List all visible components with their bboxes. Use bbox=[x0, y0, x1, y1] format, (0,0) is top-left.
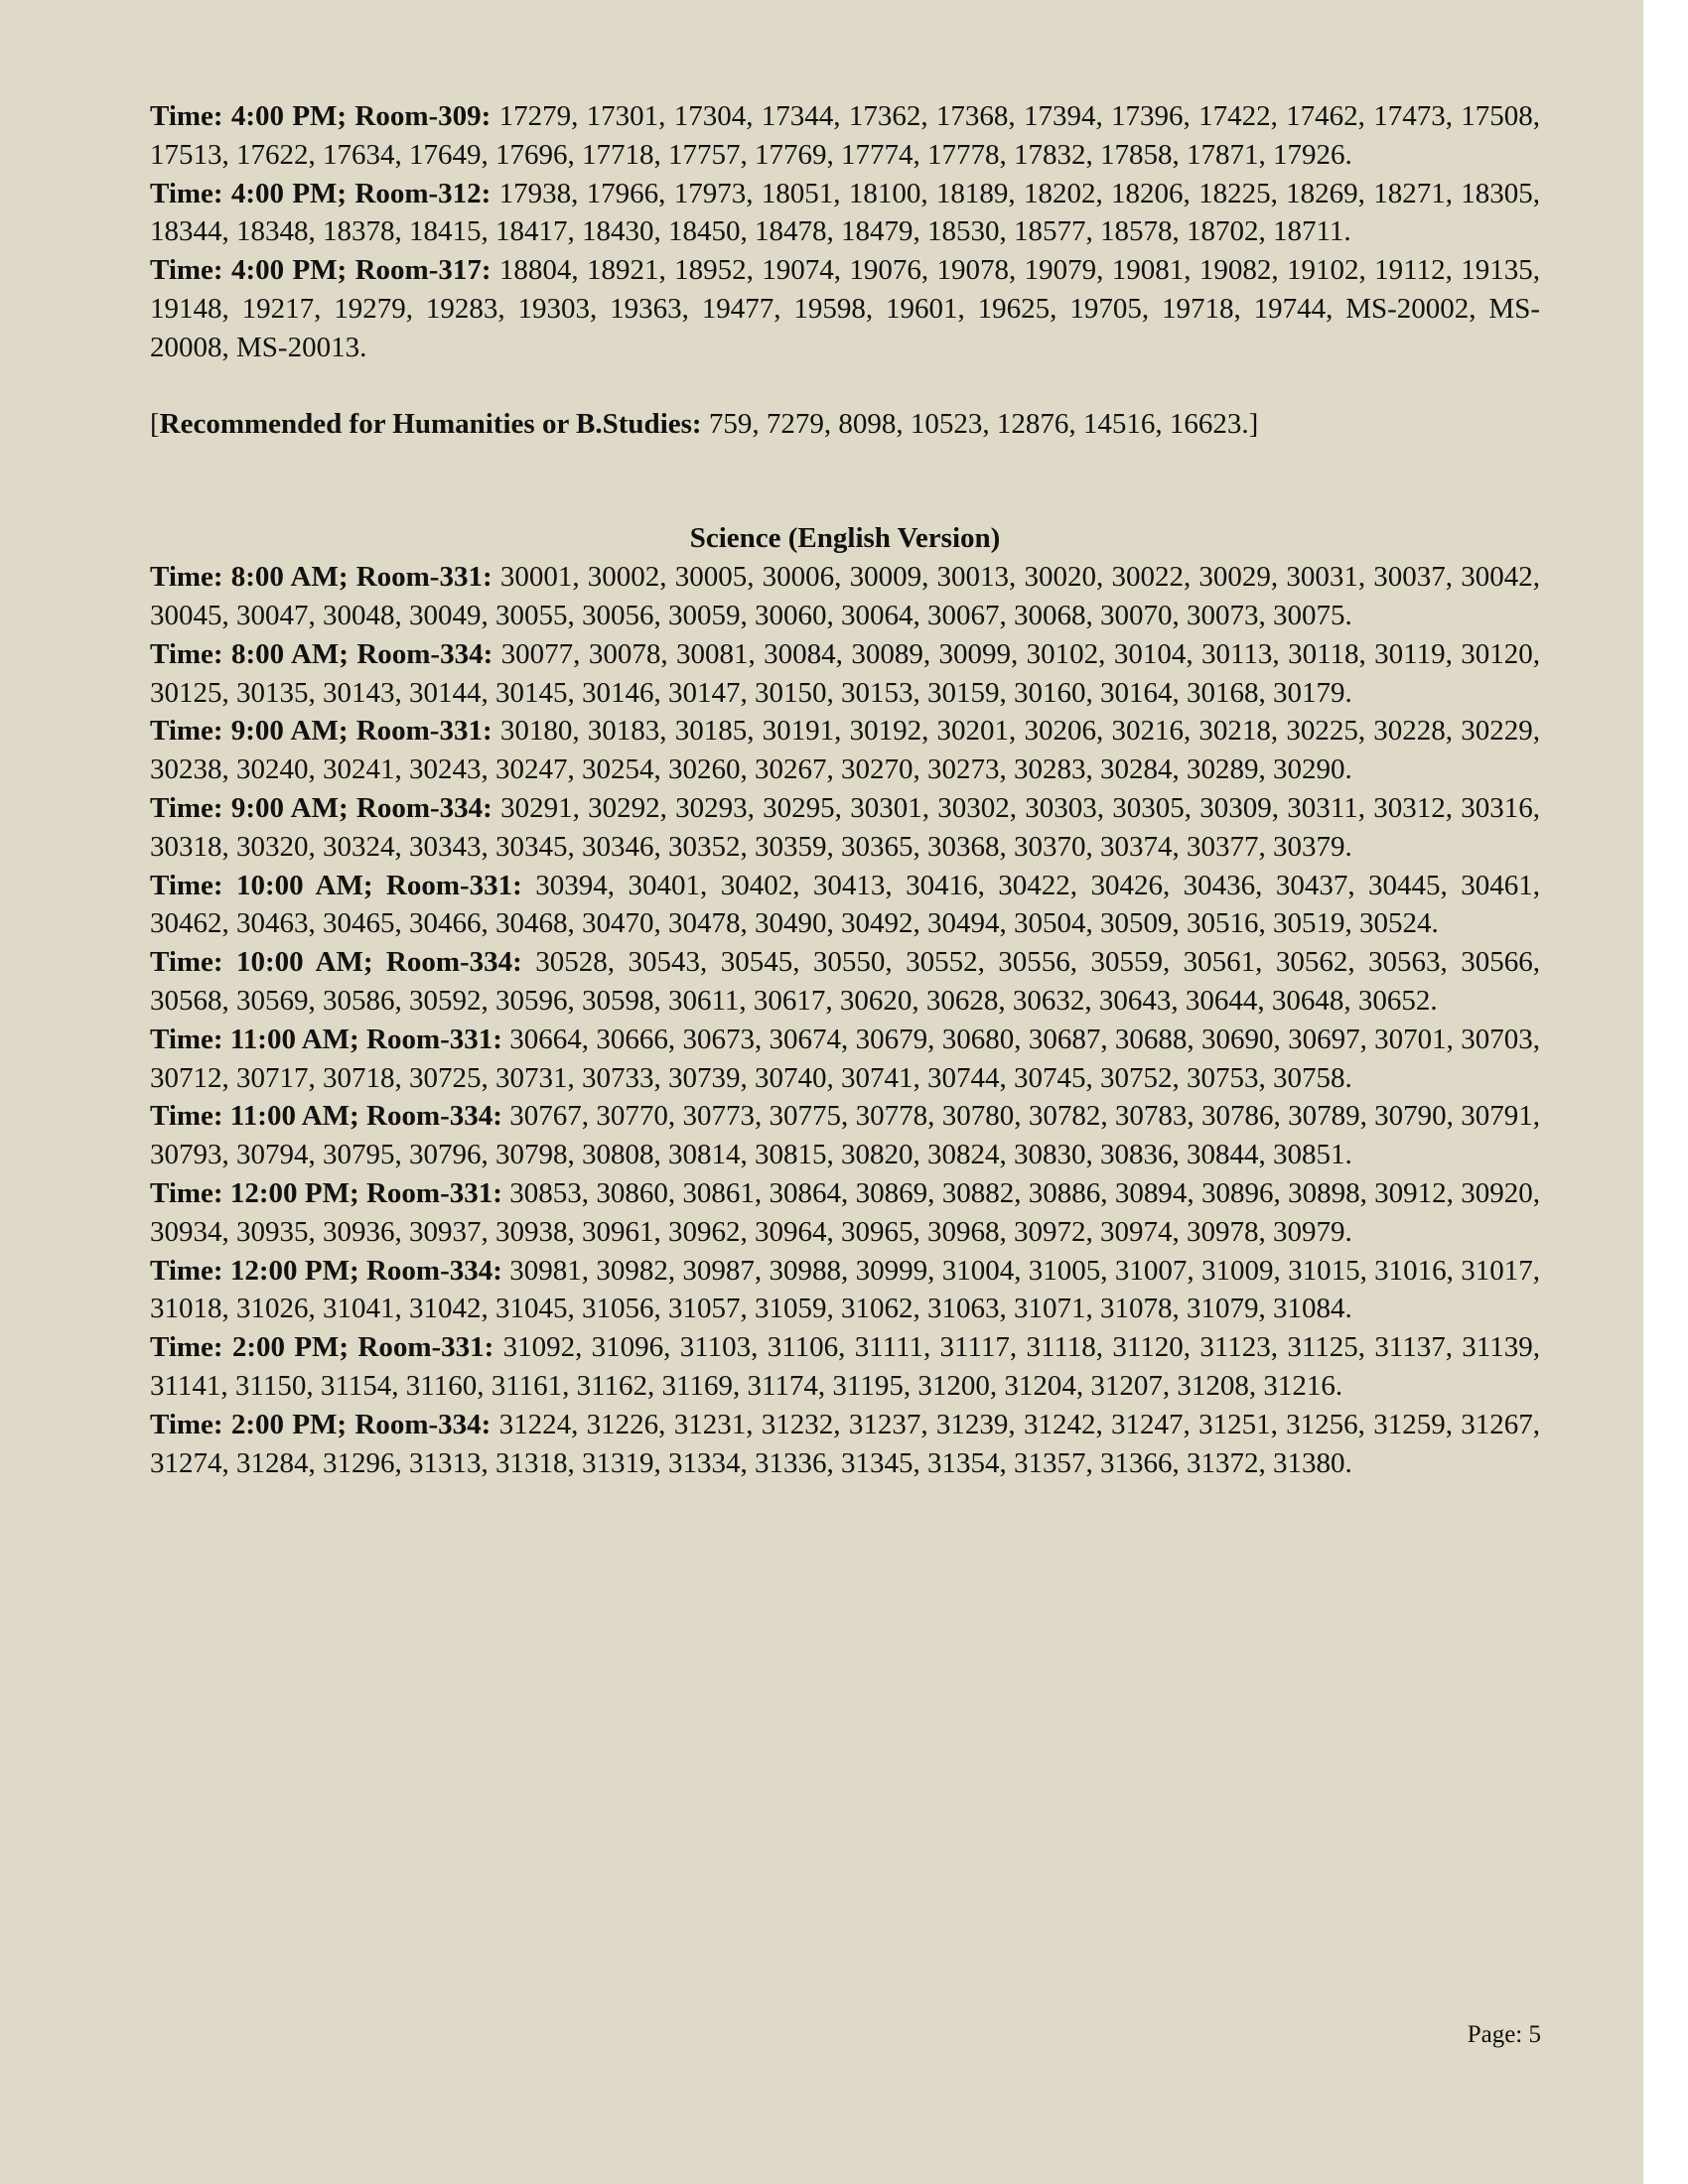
schedule-entry bbox=[150, 712, 1540, 789]
entry-ids: 30291, 30292, 30293, 30295, 30301, 30302, 30303, 30305, 30309, 30311, 30312, 30316, 30318, 30320, 30324, 30343, 30345, 30346, 30352, 30359, 30365, 30368, 30370, 30374, 30377, 30379. bbox=[150, 791, 1541, 863]
schedule-entry bbox=[150, 1021, 1540, 1098]
entry-ids: 31092, 31096, 31103, 31106, 31111, 31117, 31118, 31120, 31123, 31125, 31137, 31139, 31141, 31150, 31154, 31160, 31161, 31162, 31169, 31174, 31195, 31200, 31204, 31207, 31208, 31216. bbox=[150, 1331, 1540, 1402]
schedule-entry bbox=[150, 635, 1540, 713]
recommended-label: Recommended for Humanities or B.Studies: bbox=[159, 407, 702, 440]
entry-ids: 30180, 30183, 30185, 30191, 30192, 30201, 30206, 30216, 30218, 30225, 30228, 30229, 30238, 30240, 30241, 30243, 30247, 30254, 30260, 30267, 30270, 30273, 30283, 30284, 30289, 30290. bbox=[150, 715, 1541, 786]
recommended-open-bracket: [ bbox=[150, 407, 160, 440]
entry-ids: 30077, 30078, 30081, 30084, 30089, 30099, 30102, 30104, 30113, 30118, 30119, 30120, 30125, 30135, 30143, 30144, 30145, 30146, 30147, 30150, 30153, 30159, 30160, 30164, 30168, 30179. bbox=[150, 637, 1540, 709]
entry-label: Time: 9:00 AM; Room-334: bbox=[150, 791, 492, 824]
top-entries bbox=[150, 97, 1540, 367]
entry-label: Time: 12:00 PM; Room-331: bbox=[150, 1176, 502, 1209]
science-entries bbox=[150, 558, 1540, 1482]
recommended-ids: 759, 7279, 8098, 10523, 12876, 14516, 16623.] bbox=[708, 407, 1259, 440]
entry-label: Time: 8:00 AM; Room-334: bbox=[150, 637, 493, 670]
entry-ids: 17938, 17966, 17973, 18051, 18100, 18189, 18202, 18206, 18225, 18269, 18271, 18305, 18344, 18348, 18378, 18415, 18417, 18430, 18450, 18478, 18479, 18530, 18577, 18578, 18702, 18711. bbox=[150, 177, 1541, 248]
entry-label: Time: 4:00 PM; Room-317: bbox=[150, 254, 492, 287]
entry-label: Time: 2:00 PM; Room-331: bbox=[150, 1331, 494, 1364]
entry-ids: 31224, 31226, 31231, 31232, 31237, 31239, 31242, 31247, 31251, 31256, 31259, 31267, 31274, 31284, 31296, 31313, 31318, 31319, 31334, 31336, 31345, 31354, 31357, 31366, 31372, 31380. bbox=[150, 1408, 1541, 1479]
entry-ids: 30001, 30002, 30005, 30006, 30009, 30013, 30020, 30022, 30029, 30031, 30037, 30042, 30045, 30047, 30048, 30049, 30055, 30056, 30059, 30060, 30064, 30067, 30068, 30070, 30073, 30075. bbox=[150, 561, 1541, 631]
schedule-entry bbox=[150, 97, 1540, 175]
page-content bbox=[150, 97, 1540, 1482]
entry-ids: 30664, 30666, 30673, 30674, 30679, 30680, 30687, 30688, 30690, 30697, 30701, 30703, 30712, 30717, 30718, 30725, 30731, 30733, 30739, 30740, 30741, 30744, 30745, 30752, 30753, 30758. bbox=[150, 1023, 1541, 1094]
entry-ids: 18804, 18921, 18952, 19074, 19076, 19078, 19079, 19081, 19082, 19102, 19112, 19135, 19148, 19217, 19279, 19283, 19303, 19363, 19477, 19598, 19601, 19625, 19705, 19718, 19744, MS-20002, MS-20008, MS-20013. bbox=[150, 254, 1540, 363]
recommended-note bbox=[150, 405, 1540, 444]
schedule-entry bbox=[150, 175, 1540, 252]
entry-label: Time: 9:00 AM; Room-331: bbox=[150, 715, 492, 748]
science-section-title: Science (English Version) bbox=[689, 522, 1001, 555]
entry-label: Time: 8:00 AM; Room-331: bbox=[150, 561, 492, 594]
schedule-entry bbox=[150, 1174, 1540, 1252]
schedule-entry bbox=[150, 1252, 1540, 1329]
schedule-entry bbox=[150, 789, 1540, 867]
entry-label: Time: 12:00 PM; Room-334: bbox=[150, 1254, 502, 1287]
schedule-entry bbox=[150, 867, 1540, 944]
entry-label: Time: 10:00 AM; Room-334: bbox=[150, 946, 522, 979]
schedule-entry bbox=[150, 558, 1540, 635]
entry-ids: 30981, 30982, 30987, 30988, 30999, 31004, 31005, 31007, 31009, 31015, 31016, 31017, 31018, 31026, 31041, 31042, 31045, 31056, 31057, 31059, 31062, 31063, 31071, 31078, 31079, 31084. bbox=[150, 1254, 1540, 1325]
entry-label: Time: 4:00 PM; Room-312: bbox=[150, 177, 492, 209]
schedule-entry bbox=[150, 1406, 1540, 1483]
entry-ids: 30528, 30543, 30545, 30550, 30552, 30556, 30559, 30561, 30562, 30563, 30566, 30568, 30569, 30586, 30592, 30596, 30598, 30611, 30617, 30620, 30628, 30632, 30643, 30644, 30648, 30652. bbox=[150, 946, 1540, 1017]
entry-label: Time: 11:00 AM; Room-334: bbox=[150, 1100, 502, 1133]
entry-label: Time: 11:00 AM; Room-331: bbox=[150, 1023, 502, 1055]
entry-ids: 30767, 30770, 30773, 30775, 30778, 30780, 30782, 30783, 30786, 30789, 30790, 30791, 30793, 30794, 30795, 30796, 30798, 30808, 30814, 30815, 30820, 30824, 30830, 30836, 30844, 30851. bbox=[150, 1100, 1541, 1171]
entry-ids: 17279, 17301, 17304, 17344, 17362, 17368, 17394, 17396, 17422, 17462, 17473, 17508, 17513, 17622, 17634, 17649, 17696, 17718, 17757, 17769, 17774, 17778, 17832, 17858, 17871, 17926. bbox=[150, 100, 1541, 171]
entry-label: Time: 4:00 PM; Room-309: bbox=[150, 100, 492, 132]
schedule-entry bbox=[150, 1097, 1540, 1174]
schedule-entry bbox=[150, 251, 1540, 366]
entry-label: Time: 10:00 AM; Room-331: bbox=[150, 869, 522, 901]
entry-ids: 30853, 30860, 30861, 30864, 30869, 30882, 30886, 30894, 30896, 30898, 30912, 30920, 30934, 30935, 30936, 30937, 30938, 30961, 30962, 30964, 30965, 30968, 30972, 30974, 30978, 30979. bbox=[150, 1176, 1540, 1248]
entry-ids: 30394, 30401, 30402, 30413, 30416, 30422, 30426, 30436, 30437, 30445, 30461, 30462, 30463, 30465, 30466, 30468, 30470, 30478, 30490, 30492, 30494, 30504, 30509, 30516, 30519, 30524. bbox=[150, 869, 1540, 940]
schedule-entry bbox=[150, 943, 1540, 1021]
schedule-entry bbox=[150, 1328, 1540, 1406]
entry-label: Time: 2:00 PM; Room-334: bbox=[150, 1408, 492, 1440]
page-number: Page: 5 bbox=[1467, 2021, 1541, 2048]
